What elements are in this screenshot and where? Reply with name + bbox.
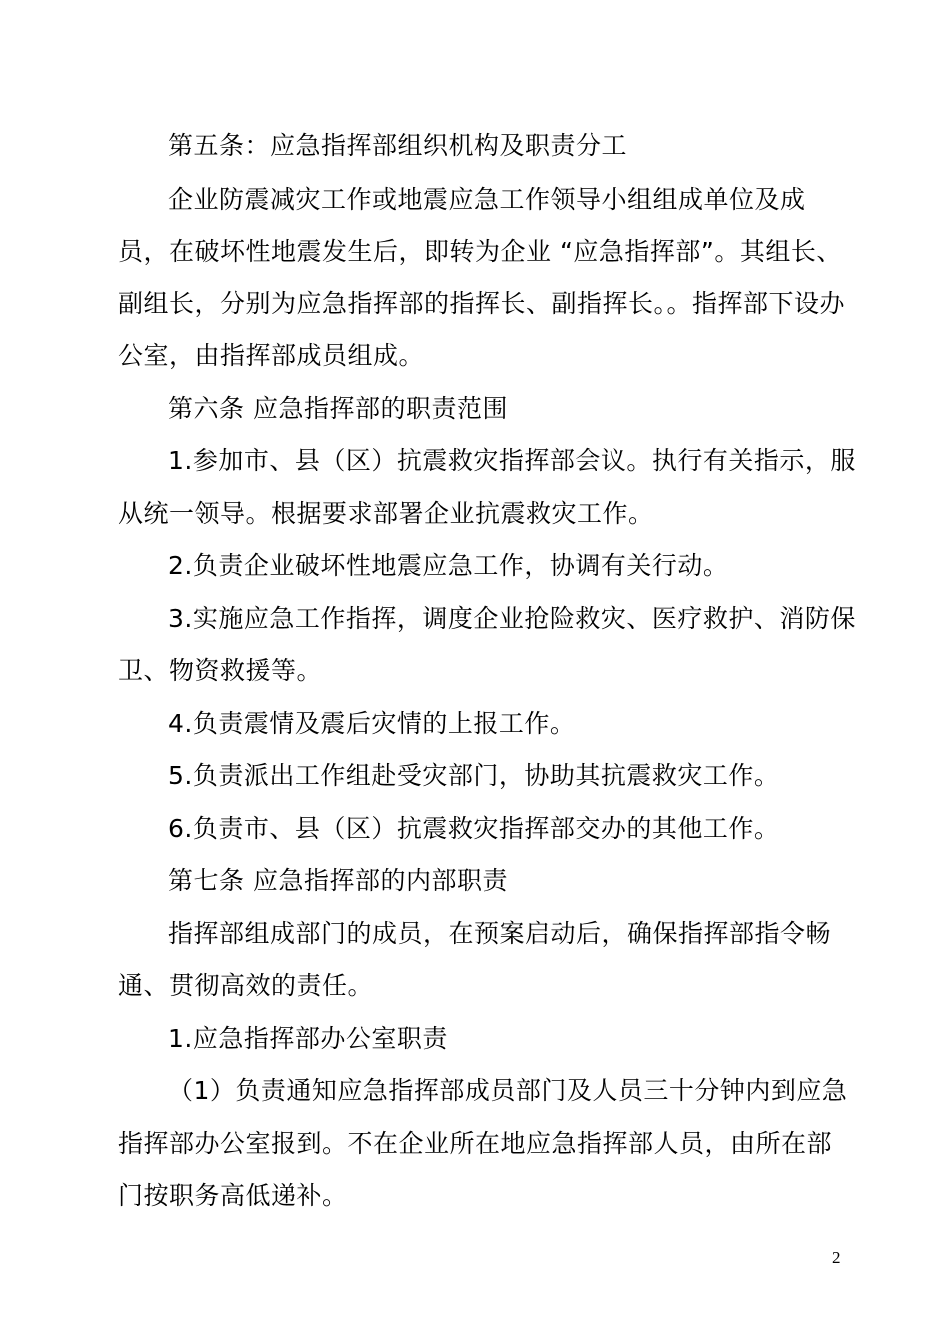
paragraph-line: 指挥部组成部门的成员，在预案启动后，确保指挥部指令畅 [168,919,832,948]
list-item-line: （1）负责通知应急指挥部成员部门及人员三十分钟内到应急 [168,1076,848,1105]
heading-article-5: 第五条：应急指挥部组织机构及职责分工 [168,131,628,160]
page-number: 2 [832,1248,841,1267]
list-item-line: 1.参加市、县（区）抗震救灾指挥部会议。执行有关指示，服 [168,446,856,475]
paragraph-line: 企业防震减灾工作或地震应急工作领导小组组成单位及成 [168,185,806,214]
list-item-line: 6.负责市、县（区）抗震救灾指挥部交办的其他工作。 [168,814,780,843]
heading-article-6: 第六条 应急指挥部的职责范围 [168,394,508,423]
paragraph-line: 员，在破坏性地震发生后，即转为企业 “应急指挥部”。其组长、 [118,237,842,266]
paragraph-line: 公室，由指挥部成员组成。 [118,341,425,370]
paragraph-line: 通、贯彻高效的责任。 [118,971,374,1000]
paragraph-line: 副组长，分别为应急指挥部的指挥长、副指挥长。。指挥部下设办 [118,289,846,318]
list-item-line: 4.负责震情及震后灾情的上报工作。 [168,709,576,738]
list-item-line: 3.实施应急工作指挥，调度企业抢险救灾、医疗救护、消防保 [168,604,856,633]
list-item-line: 卫、物资救援等。 [118,656,323,685]
heading-article-7: 第七条 应急指挥部的内部职责 [168,866,508,895]
list-item-line: 5.负责派出工作组赴受灾部门，协助其抗震救灾工作。 [168,761,780,790]
list-item-line: 2.负责企业破坏性地震应急工作，协调有关行动。 [168,551,729,580]
subheading-line: 1.应急指挥部办公室职责 [168,1024,448,1053]
list-item-line: 从统一领导。根据要求部署企业抗震救灾工作。 [118,499,654,528]
list-item-line: 指挥部办公室报到。不在企业所在地应急指挥部人员，由所在部 [118,1129,833,1158]
list-item-line: 门按职务高低递补。 [118,1181,348,1210]
